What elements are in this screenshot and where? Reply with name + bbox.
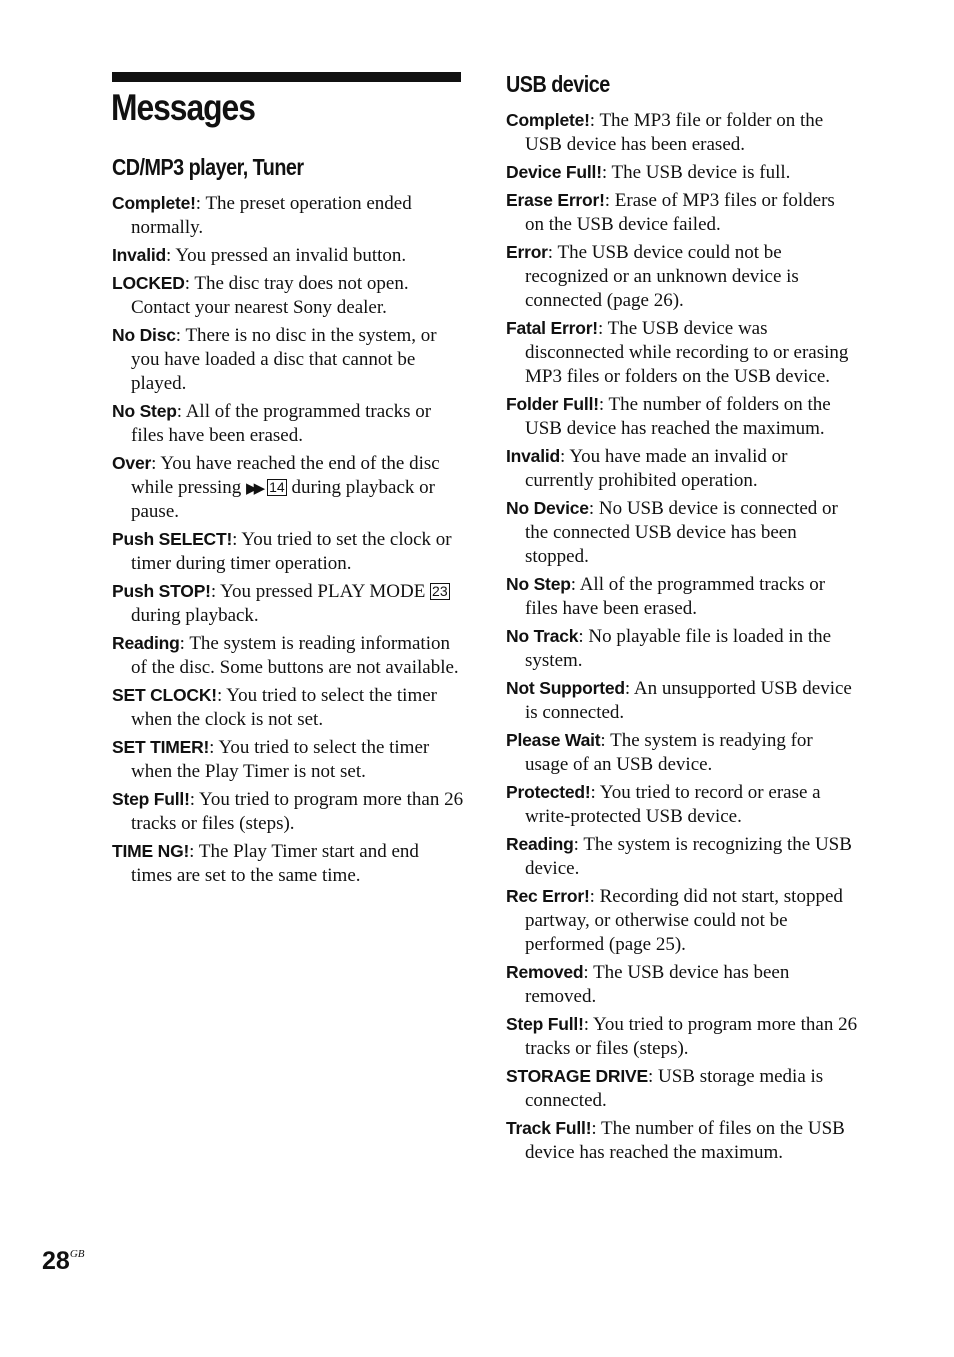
message-term: Complete!: [112, 192, 196, 213]
message-term: Rec Error!: [506, 885, 590, 906]
message-term: TIME NG!: [112, 840, 190, 861]
message-term: Step Full!: [506, 1013, 584, 1034]
message-description: : The number of files on the USB device has reached the maximum.: [525, 1117, 845, 1163]
message-term: Complete!: [506, 109, 590, 130]
message-term: No Disc: [112, 324, 176, 345]
message-term: Step Full!: [112, 788, 190, 809]
page-number: [42, 1247, 84, 1276]
message-description: : Recording did not start, stopped partway, or otherwise could not be performed (page 25).: [525, 885, 843, 955]
message-entry: [112, 839, 464, 888]
message-description: : The system is reading information of the disc. Some buttons are not available.: [131, 632, 459, 678]
message-description: : All of the programmed tracks or files have been erased.: [131, 400, 432, 446]
message-entry: [112, 191, 464, 240]
message-description: : The disc tray does not open. Contact your nearest Sony dealer.: [131, 272, 409, 318]
message-entry: [112, 451, 464, 524]
message-description: : USB storage media is connected.: [525, 1065, 824, 1111]
message-description: : The USB device was disconnected while recording to or erasing MP3 files or folders on the USB device.: [525, 317, 849, 387]
message-term: Reading: [506, 833, 574, 854]
message-term: Fatal Error!: [506, 317, 598, 338]
message-entry: [506, 676, 858, 725]
message-description: : You have made an invalid or currently prohibited operation.: [525, 445, 788, 491]
message-entry: [112, 579, 464, 628]
message-entry: [506, 884, 858, 957]
message-description: : You pressed an invalid button.: [166, 244, 407, 266]
message-description: : The Play Timer start and end times are set to the same time.: [131, 840, 419, 886]
message-entry: [506, 728, 858, 777]
message-entry: [112, 243, 464, 268]
message-term: SET CLOCK!: [112, 684, 217, 705]
message-entry: [506, 108, 858, 157]
message-entry: [112, 271, 464, 320]
section-heading-usb-device: USB device: [506, 71, 610, 97]
message-description: : The USB device has been removed.: [525, 961, 790, 1007]
message-entry: [506, 1064, 858, 1113]
message-entry: [506, 1116, 858, 1165]
message-description: : No playable file is loaded in the system.: [525, 625, 832, 671]
message-entry: [112, 735, 464, 784]
message-description: : There is no disc in the system, or you have loaded a disc that cannot be played.: [131, 324, 437, 394]
message-entry: [112, 683, 464, 732]
message-entry: [112, 323, 464, 396]
message-entry: [112, 399, 464, 448]
message-term: Push SELECT!: [112, 528, 233, 549]
message-description-continued: during playback.: [131, 604, 259, 626]
message-term: Over: [112, 452, 152, 473]
message-term: No Step: [506, 573, 571, 594]
message-term: Reading: [112, 632, 180, 653]
message-term: Erase Error!: [506, 189, 605, 210]
message-term: LOCKED: [112, 272, 185, 293]
message-entry: [506, 496, 858, 569]
message-entry: [112, 787, 464, 836]
message-description: : The USB device is full.: [601, 161, 791, 183]
message-term: Error: [506, 241, 548, 262]
message-description: : You tried to select the timer when the clock is not set.: [131, 684, 438, 730]
message-term: STORAGE DRIVE: [506, 1065, 648, 1086]
message-description: : All of the programmed tracks or files have been erased.: [525, 573, 826, 619]
message-description: : An unsupported USB device is connected.: [525, 677, 852, 723]
message-entry: [506, 572, 858, 621]
message-entry: [506, 1012, 858, 1061]
message-list: [506, 108, 858, 1165]
section-heading-cd-mp3-tuner: CD/MP3 player, Tuner: [112, 154, 304, 180]
title-rule: [112, 72, 461, 82]
message-entry: [112, 631, 464, 680]
page-number-suffix: GB: [69, 1248, 85, 1260]
cd-mp3-tuner-section: [112, 153, 464, 891]
message-term: Push STOP!: [112, 580, 211, 601]
usb-device-section: [506, 70, 858, 1168]
message-term: Not Supported: [506, 677, 625, 698]
message-description: : You tried to select the timer when the Play Timer is not set.: [131, 736, 430, 782]
message-entry: [506, 316, 858, 389]
message-list: [112, 191, 464, 888]
message-entry: [112, 527, 464, 576]
message-term: Track Full!: [506, 1117, 592, 1138]
message-description: : You have reached the end of the disc while pressing: [131, 452, 440, 498]
message-term: No Step: [112, 400, 177, 421]
message-description: : The system is recognizing the USB device.: [525, 833, 852, 879]
message-term: Protected!: [506, 781, 591, 802]
message-entry: [506, 624, 858, 673]
message-term: No Device: [506, 497, 589, 518]
message-description: : The MP3 file or folder on the USB device has been erased.: [525, 109, 824, 155]
message-entry: [506, 960, 858, 1009]
message-description: : Erase of MP3 files or folders on the USB device failed.: [525, 189, 835, 235]
message-description: : No USB device is connected or the connected USB device has been stopped.: [525, 497, 838, 567]
page-number-value: 28: [42, 1247, 70, 1275]
fast-forward-icon: ▶▶: [246, 478, 262, 497]
message-entry: [506, 188, 858, 237]
message-description: : The USB device could not be recognized or an unknown device is connected (page 26).: [525, 241, 799, 311]
message-term: Removed: [506, 961, 584, 982]
message-entry: [506, 392, 858, 441]
message-entry: [506, 780, 858, 829]
message-description: : You tried to set the clock or timer during timer operation.: [131, 528, 452, 574]
message-description-continued: during playback or pause.: [131, 476, 435, 522]
message-term: Folder Full!: [506, 393, 599, 414]
message-description: : You pressed PLAY MODE: [210, 580, 431, 602]
message-term: Please Wait: [506, 729, 601, 750]
message-entry: [506, 444, 858, 493]
message-description: : The number of folders on the USB device has reached the maximum.: [525, 393, 831, 439]
message-description: : The system is readying for usage of an USB device.: [525, 729, 813, 775]
message-entry: [506, 240, 858, 313]
message-description: : You tried to program more than 26 tracks or files (steps).: [525, 1013, 858, 1059]
message-term: Invalid: [112, 244, 167, 265]
message-description: : The preset operation ended normally.: [131, 192, 412, 238]
page-title: Messages: [111, 87, 255, 128]
message-entry: [506, 832, 858, 881]
message-description: : You tried to record or erase a write-protected USB device.: [525, 781, 821, 827]
message-term: Device Full!: [506, 161, 602, 182]
reference-number-box: 14: [269, 478, 285, 495]
reference-number-box: 23: [432, 582, 448, 599]
message-description: : You tried to program more than 26 tracks or files (steps).: [131, 788, 464, 834]
message-term: Invalid: [506, 445, 561, 466]
message-term: No Track: [506, 625, 579, 646]
message-entry: [506, 160, 858, 185]
message-term: SET TIMER!: [112, 736, 210, 757]
